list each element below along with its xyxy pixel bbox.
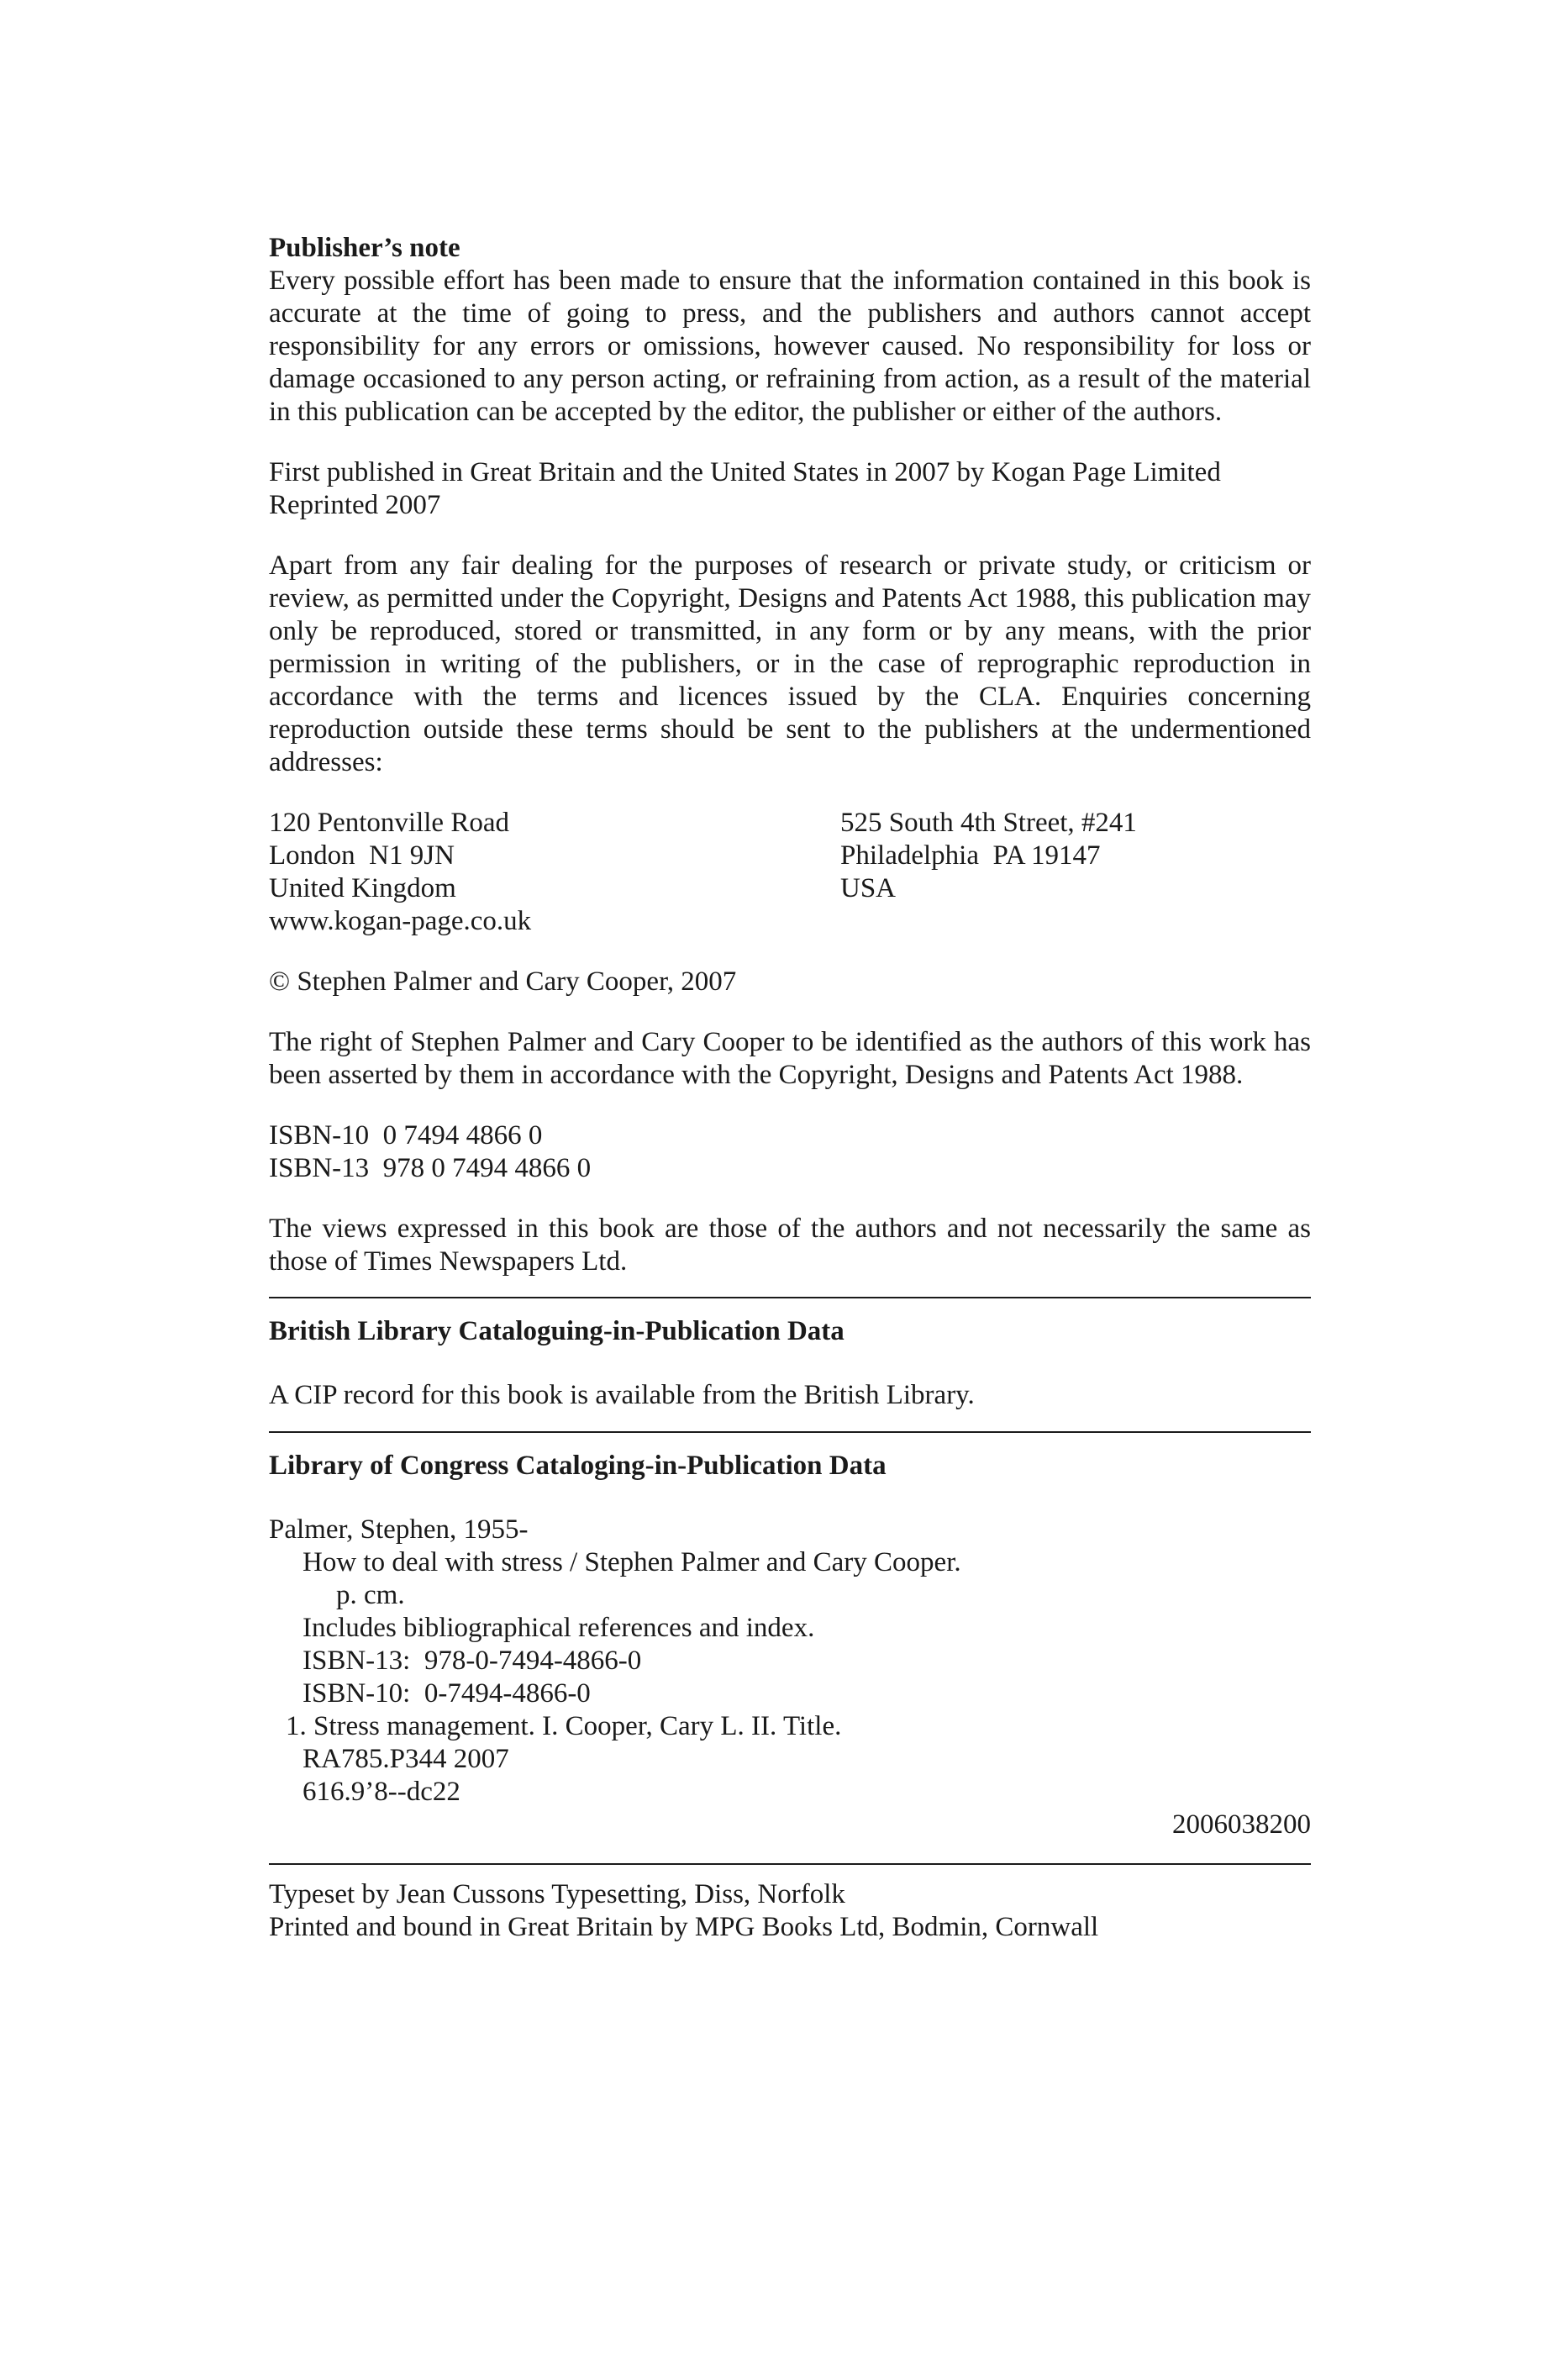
loc-call-number: RA785.P344 2007 [303, 1744, 509, 1774]
uk-address-line: United Kingdom [269, 873, 456, 903]
divider [269, 1431, 1311, 1433]
uk-address-line: London N1 9JN [269, 840, 455, 871]
us-address-line: Philadelphia PA 19147 [840, 840, 1101, 871]
loc-includes: Includes bibliographical references and index. [303, 1613, 815, 1643]
printing-info [269, 1878, 1311, 1944]
isbn-10: ISBN-10 0 7494 4866 0 [269, 1120, 543, 1151]
british-library-heading: British Library Cataloguing-in-Publication Data [269, 1316, 845, 1346]
loc-isbn-13: ISBN-13: 978-0-7494-4866-0 [303, 1646, 642, 1676]
loc-lccn: 2006038200 [1172, 1809, 1311, 1840]
loc-isbn-10: ISBN-10: 0-7494-4866-0 [303, 1678, 591, 1709]
first-published-line: First published in Great Britain and the United States in 2007 by Kogan Page Limited [269, 457, 1221, 487]
us-address-line: 525 South 4th Street, #241 [840, 808, 1137, 838]
us-address-line: USA [840, 873, 897, 903]
isbn-13: ISBN-13 978 0 7494 4866 0 [269, 1153, 592, 1183]
copyright-notice: © Stephen Palmer and Cary Cooper, 2007 [269, 966, 737, 997]
reprinted-line: Reprinted 2007 [269, 490, 441, 520]
publisher-website: www.kogan-page.co.uk [269, 906, 532, 936]
loc-heading: Library of Congress Cataloging-in-Publication Data [269, 1451, 887, 1481]
first-published [269, 456, 1311, 522]
addresses [269, 807, 1311, 938]
loc-pages: p. cm. [336, 1580, 405, 1610]
publishers-note-body: Every possible effort has been made to ensure that the information contained in this book is accurate at the time of going to press, and the publishers and authors cannot accept responsibility for any errors or omissions, however caused. No responsibility for loss or damage occasioned to any person acting, or refraining from action, as a result of the material in this publication can be accepted by the editor, the publisher or either of the authors. [269, 266, 1311, 427]
uk-address [269, 807, 840, 938]
loc-dewey: 616.9’8--dc22 [303, 1777, 460, 1807]
loc-author: Palmer, Stephen, 1955- [269, 1514, 529, 1545]
divider [269, 1297, 1311, 1298]
loc-title: How to deal with stress / Stephen Palmer and Cary Cooper. [303, 1547, 961, 1577]
loc-subjects: 1. Stress management. I. Cooper, Cary L. II. Title. [286, 1711, 842, 1741]
isbn-block [269, 1119, 1311, 1185]
library-of-congress-section [269, 1450, 1311, 1841]
moral-rights-paragraph: The right of Stephen Palmer and Cary Cooper to be identified as the authors of this work has been asserted by them in accordance with the Copyright, Designs and Patents Act 1988. [269, 1027, 1311, 1090]
divider [269, 1863, 1311, 1865]
fair-dealing-paragraph: Apart from any fair dealing for the purposes of research or private study, or criticism or review, as permitted under the Copyright, Designs and Patents Act 1988, this publication may only be reproduced, stored or transmitted, in any form or by any means, with the prior permission in writing of the publishers, or in the case of reprographic reproduction in accordance with the terms and licences issued by the CLA. Enquiries concerning reproduction outside these terms should be sent to the publishers at the undermentioned addresses: [269, 550, 1311, 777]
publishers-note-heading: Publisher’s note [269, 233, 460, 263]
copyright-page [269, 232, 1311, 1944]
us-address [840, 807, 1311, 938]
british-library-section [269, 1315, 1311, 1412]
publishers-note [269, 232, 1311, 429]
uk-address-line: 120 Pentonville Road [269, 808, 509, 838]
printed-line: Printed and bound in Great Britain by MPG Books Ltd, Bodmin, Cornwall [269, 1912, 1099, 1942]
typeset-line: Typeset by Jean Cussons Typesetting, Diss, Norfolk [269, 1879, 845, 1909]
british-library-body: A CIP record for this book is available from the British Library. [269, 1380, 975, 1410]
views-disclaimer: The views expressed in this book are those of the authors and not necessarily the same as those of Times Newspapers Ltd. [269, 1214, 1311, 1277]
